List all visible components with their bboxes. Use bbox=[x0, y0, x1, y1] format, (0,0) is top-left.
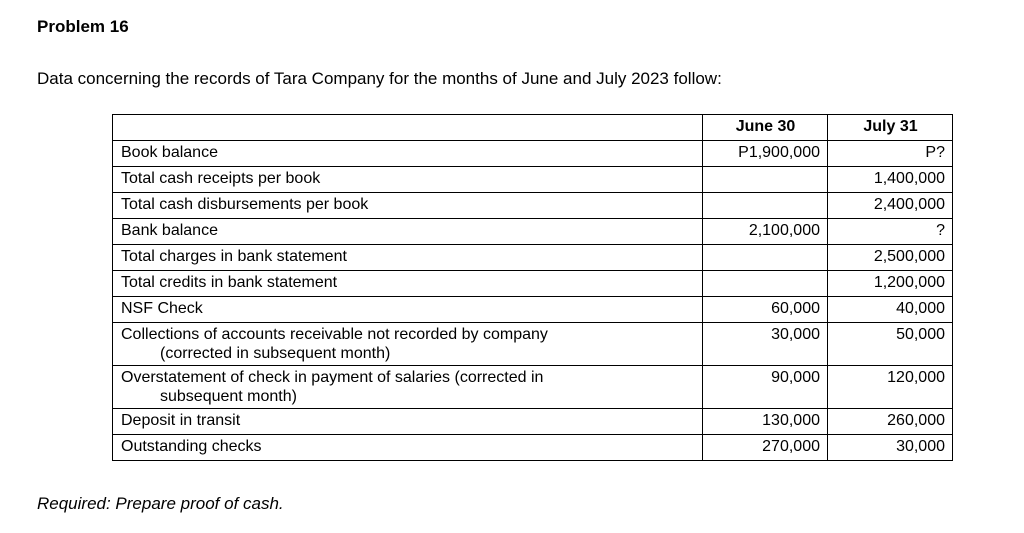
table-row bbox=[113, 271, 953, 297]
row-label: Collections of accounts receivable not recorded by company (corrected in subsequent month) bbox=[113, 323, 703, 366]
table-row bbox=[113, 193, 953, 219]
row-label: Outstanding checks bbox=[113, 435, 703, 461]
row-june-value bbox=[703, 193, 828, 219]
row-label-continuation: subsequent month) bbox=[160, 388, 297, 405]
table-row bbox=[113, 219, 953, 245]
row-july-value: ? bbox=[828, 219, 953, 245]
table-row bbox=[113, 323, 953, 366]
row-june-value bbox=[703, 245, 828, 271]
row-june-value: 60,000 bbox=[703, 297, 828, 323]
row-june-value: 90,000 bbox=[703, 366, 828, 409]
row-label: Deposit in transit bbox=[113, 409, 703, 435]
row-june-value: 270,000 bbox=[703, 435, 828, 461]
row-label: Total credits in bank statement bbox=[113, 271, 703, 297]
row-label: NSF Check bbox=[113, 297, 703, 323]
row-label: Total charges in bank statement bbox=[113, 245, 703, 271]
row-label: Bank balance bbox=[113, 219, 703, 245]
table-row bbox=[113, 245, 953, 271]
row-july-value: P? bbox=[828, 141, 953, 167]
row-label: Total cash receipts per book bbox=[113, 167, 703, 193]
row-july-value: 50,000 bbox=[828, 323, 953, 366]
row-july-value: 260,000 bbox=[828, 409, 953, 435]
row-june-value: 130,000 bbox=[703, 409, 828, 435]
header-label-cell bbox=[113, 115, 703, 141]
table-header-row bbox=[113, 115, 953, 141]
table-row bbox=[113, 409, 953, 435]
row-label: Overstatement of check in payment of salaries (corrected in subsequent month) bbox=[113, 366, 703, 409]
problem-title: Problem 16 bbox=[37, 17, 129, 36]
row-july-value: 40,000 bbox=[828, 297, 953, 323]
row-july-value: 1,200,000 bbox=[828, 271, 953, 297]
header-june: June 30 bbox=[703, 115, 828, 141]
records-table bbox=[112, 114, 953, 461]
row-label: Book balance bbox=[113, 141, 703, 167]
required-instruction: Required: Prepare proof of cash. bbox=[37, 494, 284, 513]
row-june-value: 30,000 bbox=[703, 323, 828, 366]
row-label-continuation: (corrected in subsequent month) bbox=[160, 345, 391, 362]
row-july-value: 2,500,000 bbox=[828, 245, 953, 271]
table-row bbox=[113, 435, 953, 461]
table-row bbox=[113, 141, 953, 167]
row-june-value: P1,900,000 bbox=[703, 141, 828, 167]
row-july-value: 2,400,000 bbox=[828, 193, 953, 219]
row-june-value: 2,100,000 bbox=[703, 219, 828, 245]
row-label: Total cash disbursements per book bbox=[113, 193, 703, 219]
row-june-value bbox=[703, 271, 828, 297]
table-row bbox=[113, 167, 953, 193]
row-june-value bbox=[703, 167, 828, 193]
problem-intro: Data concerning the records of Tara Company for the months of June and July 2023 follow: bbox=[37, 69, 722, 88]
row-july-value: 1,400,000 bbox=[828, 167, 953, 193]
row-july-value: 30,000 bbox=[828, 435, 953, 461]
header-july: July 31 bbox=[828, 115, 953, 141]
table-row bbox=[113, 297, 953, 323]
table-row bbox=[113, 366, 953, 409]
row-july-value: 120,000 bbox=[828, 366, 953, 409]
